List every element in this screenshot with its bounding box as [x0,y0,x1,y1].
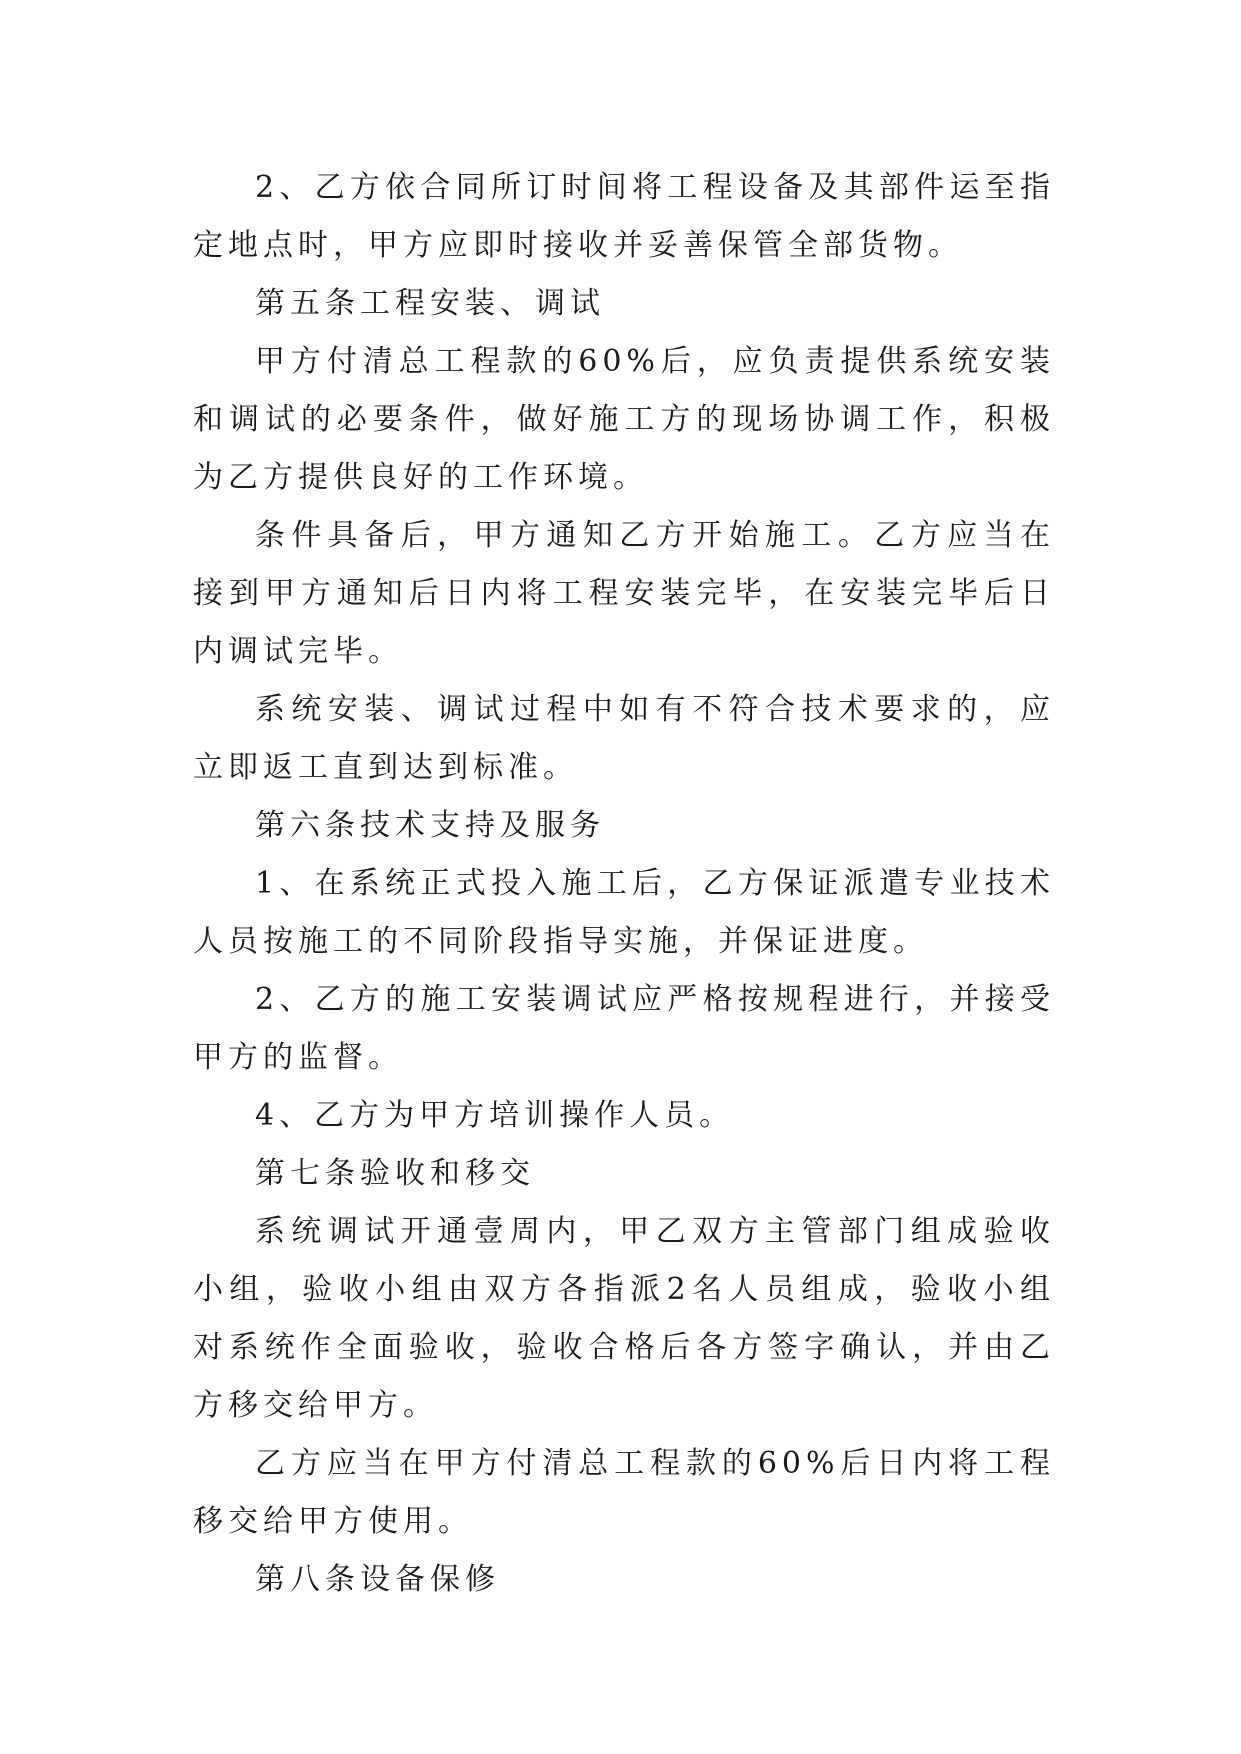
heading-article-6: 第六条技术支持及服务 [255,808,605,843]
heading-article-8: 第八条设备保修 [255,1562,500,1597]
document-body [193,159,1055,1609]
paragraph-technical-staff: 1、在系统正式投入施工后，乙方保证派遣专业技术人员按施工的不同阶段指导实施，并保证进度。 [193,866,1055,959]
paragraph-training: 4、乙方为甲方培训操作人员。 [255,1098,735,1133]
paragraph-acceptance-team: 系统调试开通壹周内，甲乙双方主管部门组成验收小组，验收小组由双方各指派2名人员组成，验收小组对系统作全面验收，验收合格后各方签字确认，并由乙方移交给甲方。 [193,1214,1055,1423]
paragraph-rework: 系统安装、调试过程中如有不符合技术要求的，应立即返工直到达到标准。 [193,692,1055,785]
heading-article-7: 第七条验收和移交 [255,1156,535,1191]
paragraph-construction-notice: 条件具备后，甲方通知乙方开始施工。乙方应当在接到甲方通知后日内将工程安装完毕，在安装完毕后日内调试完毕。 [193,518,1055,669]
paragraph-installation-conditions: 甲方付清总工程款的60%后，应负责提供系统安装和调试的必要条件，做好施工方的现场协调工作，积极为乙方提供良好的工作环境。 [193,344,1055,495]
paragraph-handover: 乙方应当在甲方付清总工程款的60%后日内将工程移交给甲方使用。 [193,1446,1055,1539]
paragraph-delivery-receipt: 2、乙方依合同所订时间将工程设备及其部件运至指定地点时，甲方应即时接收并妥善保管全部货物。 [193,170,1055,263]
paragraph-supervision: 2、乙方的施工安装调试应严格按规程进行，并接受甲方的监督。 [193,982,1055,1075]
heading-article-5: 第五条工程安装、调试 [255,286,605,321]
